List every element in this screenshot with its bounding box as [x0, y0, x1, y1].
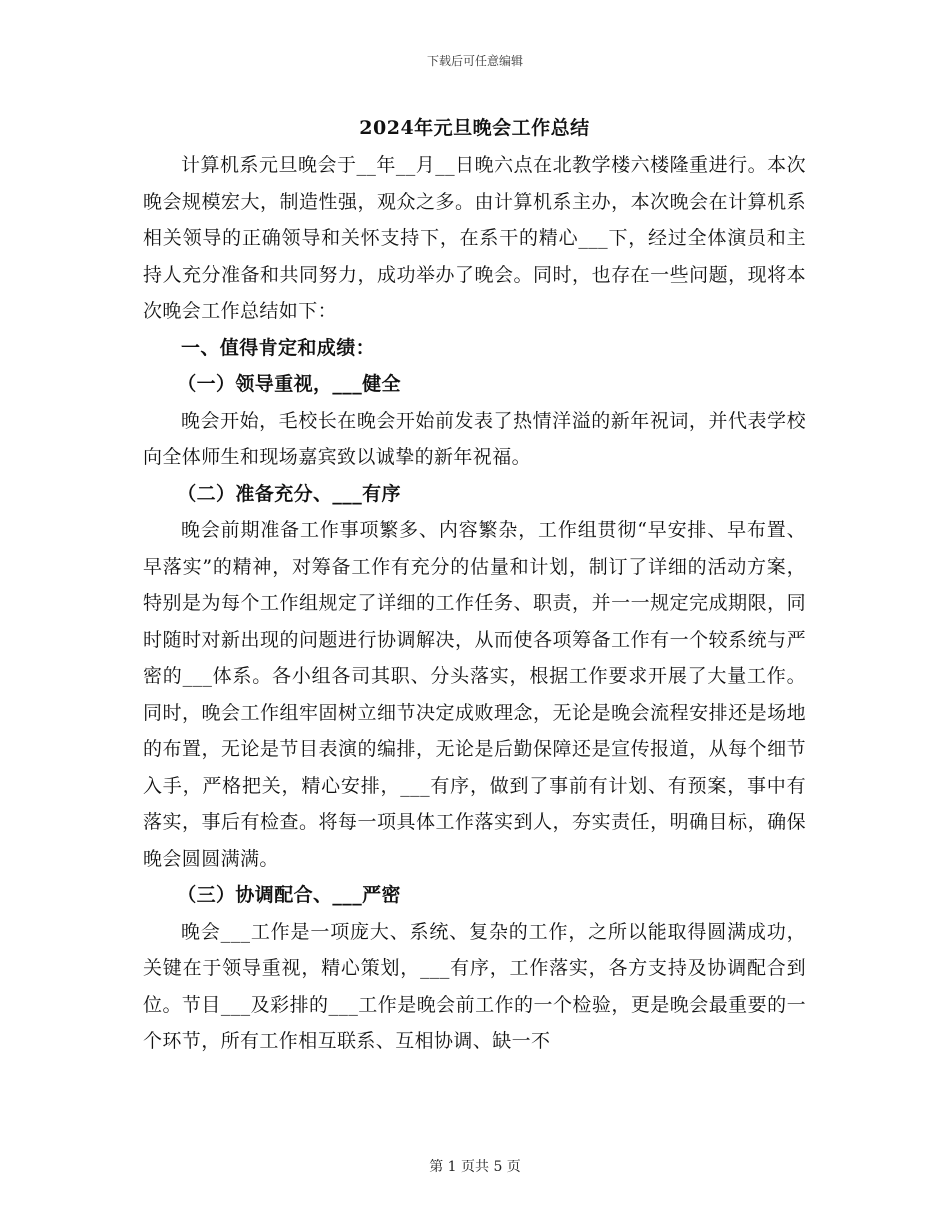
- document-body: [143, 113, 806, 1060]
- subsection-heading-leadership: （一）领导重视，___健全: [177, 373, 401, 395]
- subsection-paragraph-leadership: 晚会开始，毛校长在晚会开始前发表了热情洋溢的新年祝词，并代表学校向全体师生和现场嘉宾致以诚挚的新年祝福。: [143, 409, 806, 468]
- intro-paragraph: 计算机系元旦晚会于__年__月__日晚六点在北教学楼六楼隆重进行。本次晚会规模宏大，制造性强，观众之多。由计算机系主办，本次晚会在计算机系相关领导的正确领导和关怀支持下，在系干的精心___下，经过全体演员和主持人充分准备和共同努力，成功举办了晚会。同时，也存在一些问题，现将本次晚会工作总结如下：: [143, 154, 806, 322]
- page-footer: 第 1 页共 5 页: [429, 1159, 521, 1175]
- subsection-paragraph-coordination: 晚会___工作是一项庞大、系统、复杂的工作，之所以能取得圆满成功，关键在于领导重视，精心策划，___有序，工作落实，各方支持及协调配合到位。节目___及彩排的___工作是晚会前工作的一个检验，更是晚会最重要的一个环节，所有工作相互联系、互相协调、缺一不: [143, 920, 806, 1052]
- page-header: 下载后可任意编辑: [426, 54, 523, 68]
- section-heading-achievements: 一、值得肯定和成绩：: [181, 336, 376, 359]
- document-title: 2024年元旦晚会工作总结: [359, 117, 590, 139]
- subsection-heading-preparation: （二）准备充分、___有序: [177, 482, 401, 505]
- subsection-paragraph-preparation: 晚会前期准备工作事项繁多、内容繁杂，工作组贯彻“早安排、早布置、早落实”的精神，对筹备工作有充分的估量和计划，制订了详细的活动方案，特别是为每个工作组规定了详细的工作任务、职责，并一一规定完成期限，同时随时对新出现的问题进行协调解决，从而使各项筹备工作有一个较系统与严密的___体系。各小组各司其职、分头落实，根据工作要求开展了大量工作。同时，晚会工作组牢固树立细节决定成败理念，无论是晚会流程安排还是场地的布置，无论是节目表演的编排，无论是后勤保障还是宣传报道，从每个细节入手，严格把关，精心安排，___有序，做到了事前有计划、有预案，事中有落实，事后有检查。将每一项具体工作落实到人，夯实责任，明确目标，确保晚会圆圆满满。: [143, 519, 806, 870]
- subsection-heading-coordination: （三）协调配合、___严密: [177, 884, 401, 906]
